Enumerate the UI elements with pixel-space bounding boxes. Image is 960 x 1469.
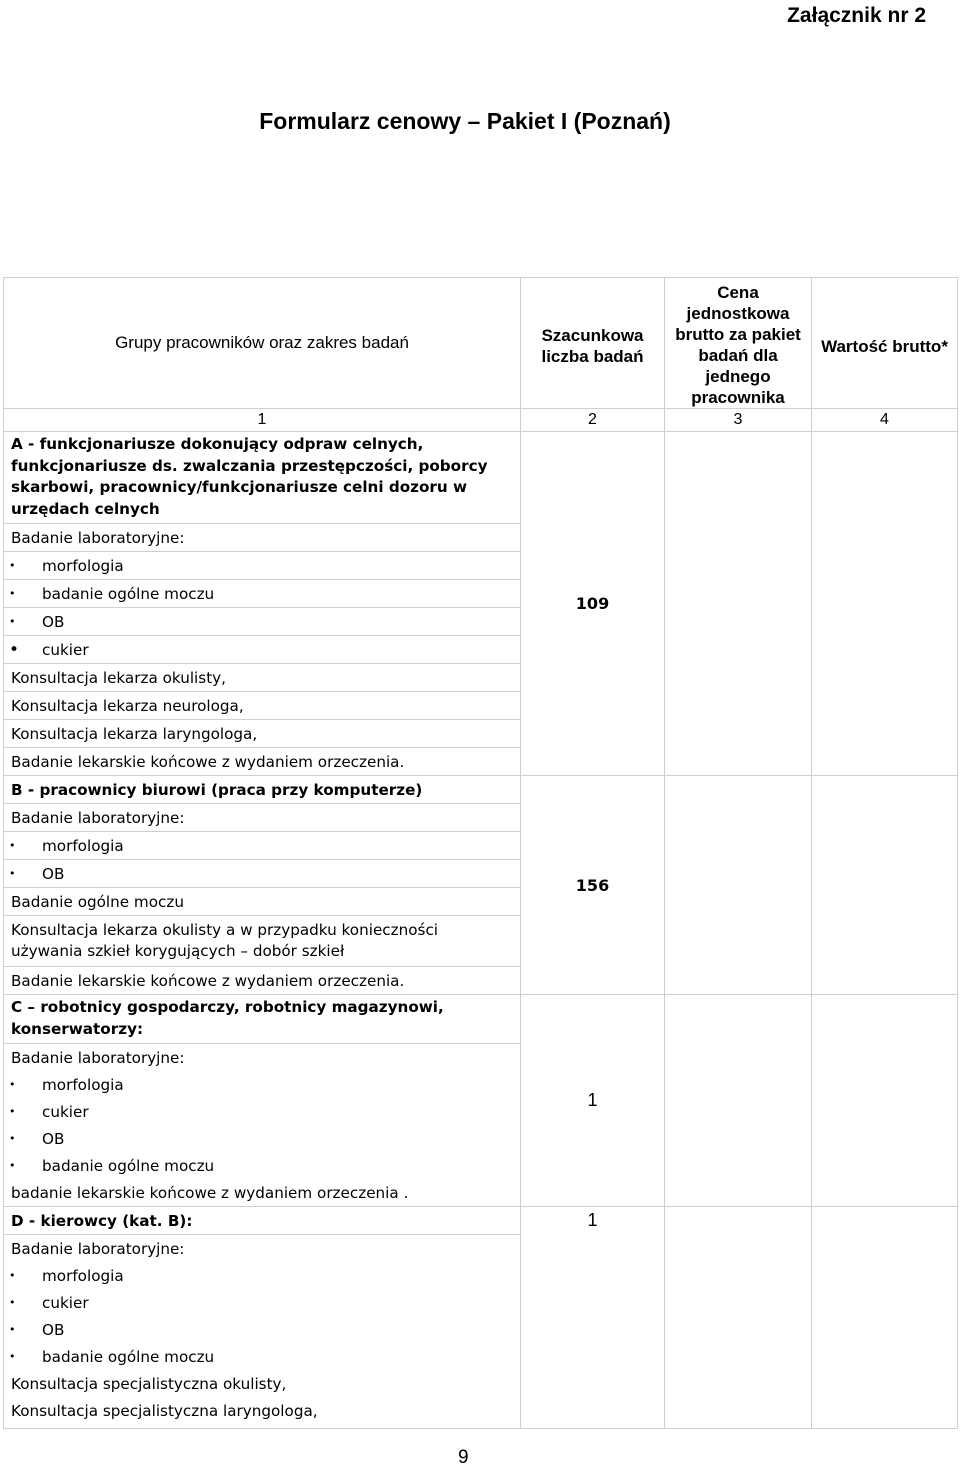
table-row	[4, 995, 958, 1044]
price-form-table	[3, 277, 958, 1429]
list-item-text: OB	[42, 864, 65, 883]
consultation-line: Konsultacja lekarza okulisty a w przypadku konieczności używania szkieł korygujących – dobór szkieł	[4, 916, 521, 967]
column-number: 1	[4, 409, 521, 432]
list-item-text: OB	[42, 612, 65, 631]
column-numbers-row	[4, 409, 958, 432]
list-item: • badanie ogólne moczu	[4, 1152, 521, 1179]
table-row	[4, 776, 958, 804]
header-gross-value: Wartość brutto*	[812, 278, 958, 409]
table-row	[4, 1207, 958, 1235]
final-exam-line: Badanie lekarskie końcowe z wydaniem orzeczenia.	[4, 967, 521, 995]
consultation-line: Konsultacja lekarza laryngologa,	[4, 720, 521, 748]
list-item-text: OB	[42, 1129, 65, 1148]
column-number: 3	[665, 409, 812, 432]
group-b-gross-value-cell[interactable]	[812, 776, 958, 995]
column-number: 4	[812, 409, 958, 432]
group-b-heading: B - pracownicy biurowi (praca przy komputerze)	[4, 776, 521, 804]
final-exam-line: badanie lekarskie końcowe z wydaniem orzeczenia .	[4, 1179, 521, 1207]
list-item: • OB	[4, 860, 521, 888]
group-d-heading: D - kierowcy (kat. B):	[4, 1207, 521, 1235]
list-item-text: cukier	[42, 1102, 89, 1121]
list-item: • OB	[4, 1125, 521, 1152]
list-item-text: cukier	[42, 640, 89, 659]
page-number: 9	[458, 1447, 469, 1468]
list-item: • morfologia	[4, 1071, 521, 1098]
final-exam-line: Badanie lekarskie końcowe z wydaniem orzeczenia.	[4, 748, 521, 776]
header-groups: Grupy pracowników oraz zakres badań	[4, 278, 521, 409]
lab-tests-label: Badanie laboratoryjne:	[4, 804, 521, 832]
group-a-heading	[4, 432, 521, 524]
group-c-gross-value-cell[interactable]	[812, 995, 958, 1207]
group-c-heading: C – robotnicy gospodarczy, robotnicy magazynowi, konserwatorzy:	[4, 995, 521, 1044]
lab-tests-label: Badanie laboratoryjne:	[4, 1235, 521, 1263]
list-item-text: morfologia	[42, 836, 124, 855]
list-item-text: badanie ogólne moczu	[42, 1347, 215, 1366]
group-d-gross-value-cell[interactable]	[812, 1207, 958, 1429]
group-b-unit-price-cell[interactable]	[665, 776, 812, 995]
group-a-heading-text: A - funkcjonariusze dokonujący odpraw celnych, funkcjonariusze ds. zwalczania przestępczości, poborcy skarbowi, pracownicy/funkcjonariusze celni dozoru w urzędach celnych	[11, 435, 488, 518]
group-b-quantity: 156	[521, 776, 665, 995]
list-item: • morfologia	[4, 832, 521, 860]
consultation-line: Konsultacja lekarza okulisty,	[4, 664, 521, 692]
list-item: • morfologia	[4, 552, 521, 580]
group-a-quantity: 109	[521, 432, 665, 776]
list-item: • morfologia	[4, 1262, 521, 1289]
group-d-unit-price-cell[interactable]	[665, 1207, 812, 1429]
list-item-text: OB	[42, 1320, 65, 1339]
list-item: • cukier	[4, 636, 521, 664]
group-c-quantity: 1	[521, 995, 665, 1207]
list-item: • cukier	[4, 1289, 521, 1316]
lab-tests-label: Badanie laboratoryjne:	[4, 1044, 521, 1072]
column-number: 2	[521, 409, 665, 432]
consultation-line: Konsultacja specjalistyczna okulisty,	[4, 1370, 521, 1397]
header-row	[4, 278, 958, 409]
table-row	[4, 432, 958, 524]
header-unit-price: Cena jednostkowa brutto za pakiet badań dla jednego pracownika	[665, 278, 812, 409]
consultation-line: Konsultacja lekarza neurologa,	[4, 692, 521, 720]
list-item-text: badanie ogólne moczu	[42, 584, 215, 603]
list-item: • OB	[4, 608, 521, 636]
list-item-text: morfologia	[42, 1266, 124, 1285]
page-title: Formularz cenowy – Pakiet I (Poznań)	[259, 108, 671, 134]
list-item: • badanie ogólne moczu	[4, 580, 521, 608]
group-a-gross-value-cell[interactable]	[812, 432, 958, 776]
consultation-line: Konsultacja specjalistyczna laryngologa,	[4, 1397, 521, 1429]
group-d-quantity: 1	[521, 1207, 665, 1429]
header-estimated-count: Szacunkowa liczba badań	[521, 278, 665, 409]
group-a-unit-price-cell[interactable]	[665, 432, 812, 776]
group-c-unit-price-cell[interactable]	[665, 995, 812, 1207]
list-item-text: badanie ogólne moczu	[42, 1156, 215, 1175]
lab-tests-label: Badanie laboratoryjne:	[4, 524, 521, 552]
list-item-text: morfologia	[42, 1075, 124, 1094]
list-item: • OB	[4, 1316, 521, 1343]
list-item-text: cukier	[42, 1293, 89, 1312]
list-item: • badanie ogólne moczu	[4, 1343, 521, 1370]
list-item: • cukier	[4, 1098, 521, 1125]
list-item-text: morfologia	[42, 556, 124, 575]
urine-test-line: Badanie ogólne moczu	[4, 888, 521, 916]
attachment-label: Załącznik nr 2	[787, 4, 926, 27]
